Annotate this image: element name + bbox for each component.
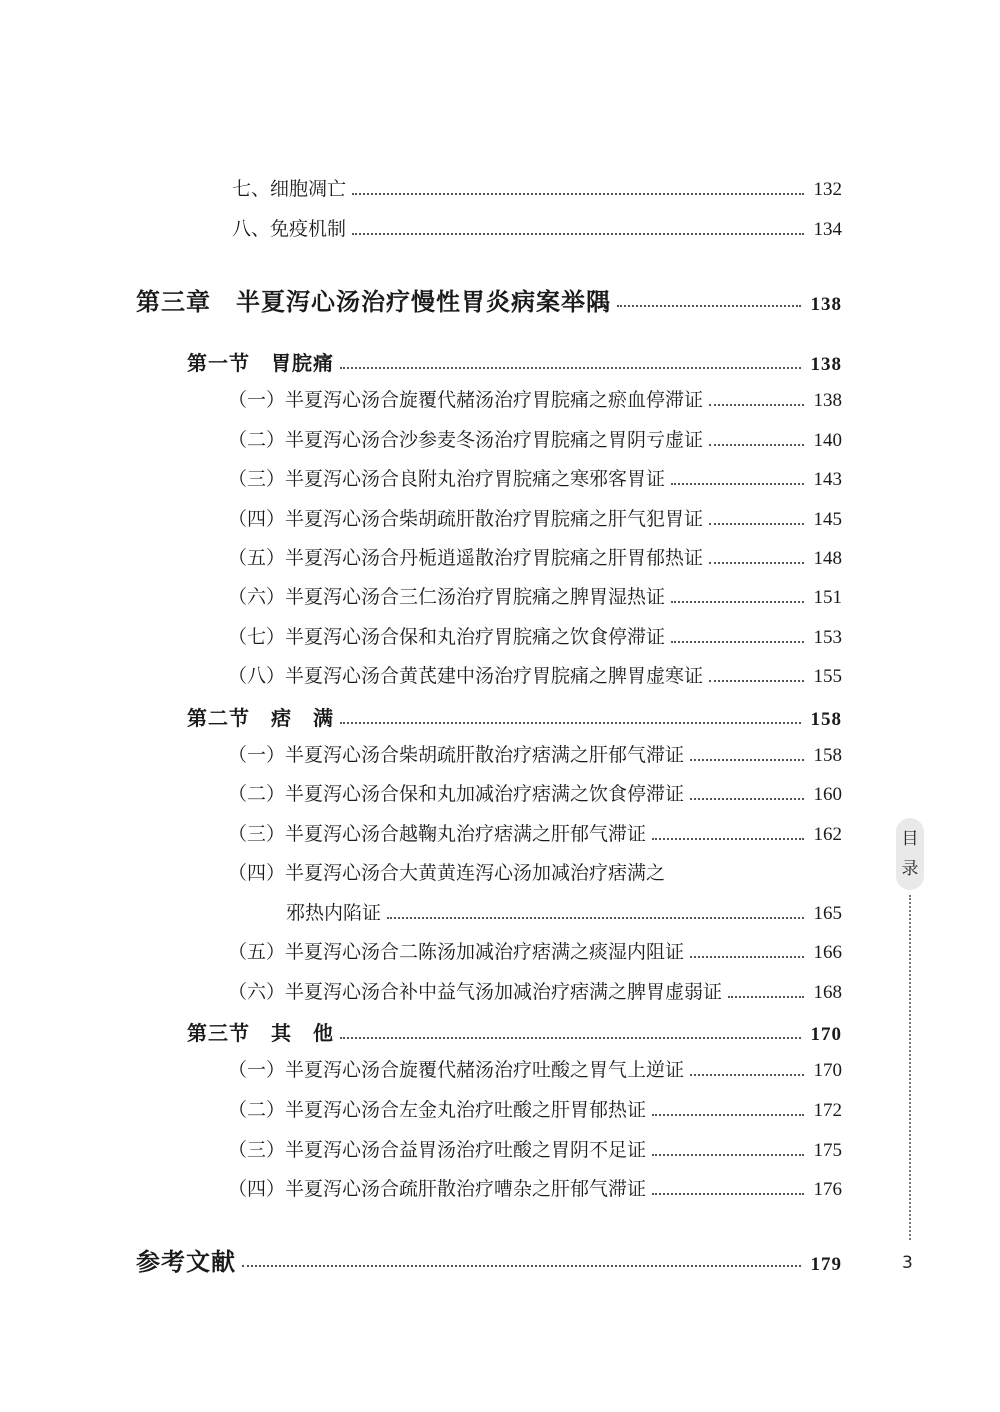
toc-entry	[228, 937, 842, 964]
toc-entry-page: 140	[813, 430, 842, 451]
toc-section-title: 第三节 其 他	[187, 1021, 334, 1045]
toc-entry-title: 八、免疫机制	[232, 218, 347, 240]
toc-entry-page: 143	[813, 469, 842, 490]
toc-entry-title: （七）半夏泻心汤合保和丸治疗胃脘痛之饮食停滞证	[228, 626, 666, 648]
toc-chapter-title: 第三章 半夏泻心汤治疗慢性胃炎病案举隅	[136, 287, 611, 316]
toc-entry-title: （五）半夏泻心汤合二陈汤加减治疗痞满之痰湿内阻证	[228, 941, 685, 963]
toc-entry-page: 170	[810, 1024, 842, 1045]
leader-dots	[671, 483, 803, 485]
toc-section	[187, 347, 842, 376]
side-dotted-rule	[909, 895, 911, 1240]
leader-dots	[617, 305, 801, 307]
toc-entry-title: （五）半夏泻心汤合丹栀逍遥散治疗胃脘痛之肝胃郁热证	[228, 547, 704, 569]
leader-dots	[728, 996, 803, 998]
toc-entry	[228, 779, 842, 806]
toc-entry-page: 168	[813, 982, 842, 1003]
leader-dots	[352, 193, 803, 195]
toc-entry	[228, 385, 842, 412]
toc-entry-page: 165	[813, 903, 842, 924]
toc-entry-page: 158	[810, 709, 842, 730]
toc-entry-page: 166	[813, 942, 842, 963]
toc-entry	[228, 1174, 842, 1201]
leader-dots	[709, 404, 803, 406]
toc-entry-page: 179	[810, 1254, 842, 1275]
leader-dots	[709, 562, 803, 564]
toc-entry-title: （一）半夏泻心汤合柴胡疏肝散治疗痞满之肝郁气滞证	[228, 744, 685, 766]
toc-entry-title: （二）半夏泻心汤合保和丸加减治疗痞满之饮食停滞证	[228, 783, 685, 805]
toc-entry	[228, 819, 842, 846]
leader-dots	[709, 523, 803, 525]
toc-entry	[228, 543, 842, 570]
toc-entry-title: （四）半夏泻心汤合疏肝散治疗嘈杂之肝郁气滞证	[228, 1178, 647, 1200]
toc-references-title: 参考文献	[136, 1247, 236, 1276]
toc-entry-page: 158	[813, 745, 842, 766]
leader-dots	[340, 722, 801, 724]
toc-entry-title: （二）半夏泻心汤合沙参麦冬汤治疗胃脘痛之胃阴亏虚证	[228, 429, 704, 451]
leader-dots	[652, 1114, 803, 1116]
toc-entry-page: 175	[813, 1140, 842, 1161]
leader-dots	[652, 838, 803, 840]
toc-entry-page: 138	[810, 354, 842, 375]
toc-entry-title: （四）半夏泻心汤合大黄黄连泻心汤加减治疗痞满之	[228, 862, 666, 884]
leader-dots	[690, 798, 803, 800]
leader-dots	[652, 1154, 803, 1156]
toc-entry	[228, 504, 842, 531]
toc-entry	[228, 464, 842, 491]
toc-entry-title: （三）半夏泻心汤合益胃汤治疗吐酸之胃阴不足证	[228, 1139, 647, 1161]
toc-section-title: 第二节 痞 满	[187, 706, 334, 730]
toc-entry-page: 134	[813, 219, 842, 240]
toc-section-title: 第一节 胃脘痛	[187, 351, 334, 375]
leader-dots	[690, 956, 803, 958]
side-tab-char: 录	[901, 859, 919, 879]
toc-references	[136, 1242, 842, 1277]
toc-entry-title: （二）半夏泻心汤合左金丸治疗吐酸之肝胃郁热证	[228, 1099, 647, 1121]
toc-section	[187, 702, 842, 731]
leader-dots	[671, 601, 803, 603]
toc-entry-page: 151	[813, 587, 842, 608]
toc-entry-title: （三）半夏泻心汤合良附丸治疗胃脘痛之寒邪客胃证	[228, 468, 666, 490]
toc-entry	[228, 1055, 842, 1082]
leader-dots	[387, 917, 803, 919]
toc-entry-page: 145	[813, 509, 842, 530]
toc-entry	[228, 425, 842, 452]
toc-entry-page: 153	[813, 627, 842, 648]
toc-entry	[228, 740, 842, 767]
toc-entry-title: 七、细胞凋亡	[232, 178, 347, 200]
side-tab-char: 目	[901, 829, 919, 849]
toc-entry	[228, 622, 842, 649]
toc-entry-title: （八）半夏泻心汤合黄芪建中汤治疗胃脘痛之脾胃虚寒证	[228, 665, 704, 687]
leader-dots	[340, 1037, 801, 1039]
leader-dots	[709, 444, 803, 446]
toc-entry-title: （六）半夏泻心汤合补中益气汤加减治疗痞满之脾胃虚弱证	[228, 981, 723, 1003]
toc-entry-title-continuation: 邪热内陷证	[286, 902, 382, 924]
toc-chapter	[136, 282, 842, 317]
toc-entry	[228, 582, 842, 609]
toc-entry-title: （四）半夏泻心汤合柴胡疏肝散治疗胃脘痛之肝气犯胃证	[228, 508, 704, 530]
section-side-tab	[896, 818, 924, 890]
toc-entry-page: 176	[813, 1179, 842, 1200]
toc-section	[187, 1017, 842, 1046]
page-number: 3	[902, 1253, 913, 1273]
toc-entry-page: 170	[813, 1060, 842, 1081]
leader-dots	[671, 641, 803, 643]
toc-entry-page: 138	[810, 294, 842, 315]
toc-entry-page: 132	[813, 179, 842, 200]
toc-entry-title: （一）半夏泻心汤合旋覆代赭汤治疗胃脘痛之瘀血停滞证	[228, 389, 704, 411]
toc-entry	[232, 174, 842, 201]
toc-entry-page: 155	[813, 666, 842, 687]
toc-entry-title: （六）半夏泻心汤合三仁汤治疗胃脘痛之脾胃湿热证	[228, 586, 666, 608]
leader-dots	[690, 759, 803, 761]
toc-entry	[228, 1095, 842, 1122]
toc-entry-page: 172	[813, 1100, 842, 1121]
leader-dots	[352, 233, 803, 235]
toc-entry	[228, 661, 842, 688]
toc-entry	[228, 1135, 842, 1162]
leader-dots	[340, 367, 801, 369]
leader-dots	[242, 1265, 801, 1267]
toc-entry-page: 148	[813, 548, 842, 569]
toc-entry-page: 160	[813, 784, 842, 805]
toc-entry-title: （一）半夏泻心汤合旋覆代赭汤治疗吐酸之胃气上逆证	[228, 1059, 685, 1081]
leader-dots	[652, 1193, 803, 1195]
toc-entry	[228, 977, 842, 1004]
toc-entry-page: 138	[813, 390, 842, 411]
toc-entry-page: 162	[813, 824, 842, 845]
toc-entry-title: （三）半夏泻心汤合越鞠丸治疗痞满之肝郁气滞证	[228, 823, 647, 845]
toc-entry	[232, 214, 842, 241]
leader-dots	[690, 1074, 803, 1076]
toc-entry-continuation	[286, 898, 842, 925]
leader-dots	[709, 680, 803, 682]
